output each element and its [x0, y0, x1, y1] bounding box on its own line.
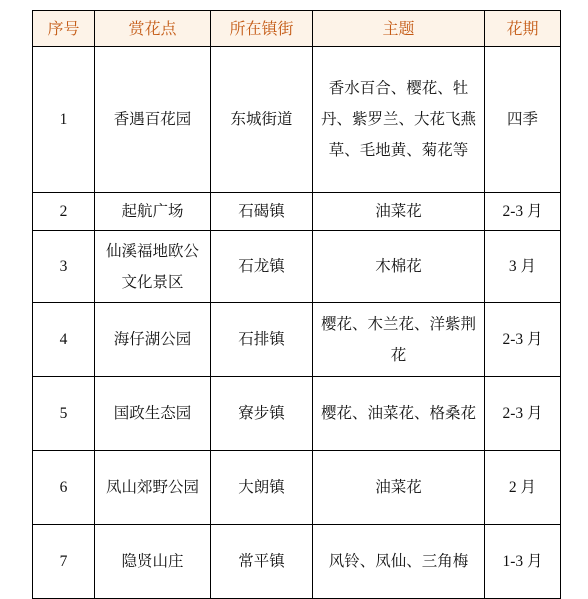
- row-spot: 国政生态园: [95, 377, 211, 451]
- table-row: [33, 47, 561, 193]
- row-spot: 海仔湖公园: [95, 303, 211, 377]
- table-row: [33, 525, 561, 599]
- row-town: 大朗镇: [211, 451, 313, 525]
- row-theme: 樱花、油菜花、格桑花: [313, 377, 485, 451]
- row-period: 1-3 月: [485, 525, 561, 599]
- row-spot: 起航广场: [95, 193, 211, 231]
- row-period: 2 月: [485, 451, 561, 525]
- row-spot: 隐贤山庄: [95, 525, 211, 599]
- row-theme: 油菜花: [313, 451, 485, 525]
- row-town: 石排镇: [211, 303, 313, 377]
- header-theme: 主题: [313, 11, 485, 47]
- table-row: [33, 231, 561, 303]
- row-spot: 香遇百花园: [95, 47, 211, 193]
- row-no: 7: [33, 525, 95, 599]
- row-town: 石碣镇: [211, 193, 313, 231]
- row-town: 东城街道: [211, 47, 313, 193]
- table-row: [33, 377, 561, 451]
- row-no: 3: [33, 231, 95, 303]
- row-period: 2-3 月: [485, 377, 561, 451]
- header-row: [33, 11, 561, 47]
- row-period: 3 月: [485, 231, 561, 303]
- row-theme: 油菜花: [313, 193, 485, 231]
- row-town: 石龙镇: [211, 231, 313, 303]
- row-no: 5: [33, 377, 95, 451]
- row-theme: 木棉花: [313, 231, 485, 303]
- row-theme: 风铃、凤仙、三角梅: [313, 525, 485, 599]
- table-row: [33, 451, 561, 525]
- header-town: 所在镇街: [211, 11, 313, 47]
- row-spot: 凤山郊野公园: [95, 451, 211, 525]
- row-town: 常平镇: [211, 525, 313, 599]
- row-no: 4: [33, 303, 95, 377]
- table-row: [33, 193, 561, 231]
- row-town: 寮步镇: [211, 377, 313, 451]
- row-no: 1: [33, 47, 95, 193]
- row-period: 2-3 月: [485, 303, 561, 377]
- row-theme: 樱花、木兰花、洋紫荆花: [313, 303, 485, 377]
- header-period: 花期: [485, 11, 561, 47]
- row-period: 四季: [485, 47, 561, 193]
- row-no: 2: [33, 193, 95, 231]
- header-no: 序号: [33, 11, 95, 47]
- table-row: [33, 303, 561, 377]
- flower-viewing-table: [32, 10, 561, 599]
- row-spot: 仙溪福地欧公文化景区: [95, 231, 211, 303]
- row-period: 2-3 月: [485, 193, 561, 231]
- row-theme: 香水百合、樱花、牡丹、紫罗兰、大花飞燕草、毛地黄、菊花等: [313, 47, 485, 193]
- header-spot: 赏花点: [95, 11, 211, 47]
- row-no: 6: [33, 451, 95, 525]
